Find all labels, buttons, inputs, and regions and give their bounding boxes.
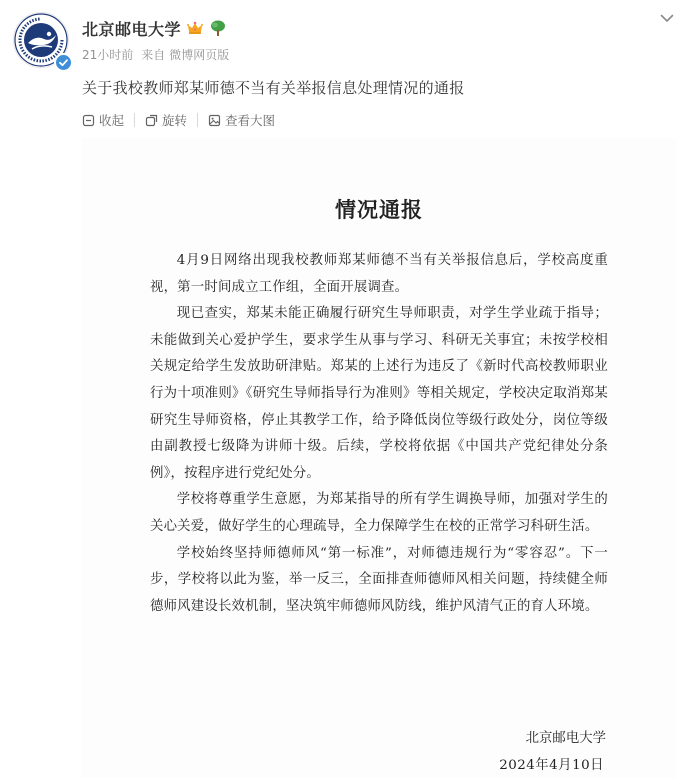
view-large-button[interactable] [208,111,275,129]
post-source: 微博网页版 [169,48,230,62]
document-signature: 北京邮电大学 [525,731,606,746]
rotate-label: 旋转 [162,113,188,128]
source-label: 来自 [141,48,166,62]
post-meta [82,46,229,63]
crown-badge-icon[interactable] [186,19,204,37]
collapse-button[interactable] [82,111,124,129]
collapse-icon [82,114,95,127]
image-toolbar [82,112,275,128]
document-title: 情况通报 [335,197,423,222]
collapse-label: 收起 [99,113,125,128]
rotate-icon [145,114,158,127]
chevron-down-icon[interactable] [657,8,677,28]
toolbar-divider [134,113,135,127]
document-paragraph: 学校将尊重学生意愿，为郑某指导的所有学生调换导师，加强对学生的关心关爱，做好学生的心理疏导，全力保障学生在校的正常学习科研生活。 [150,492,608,534]
image-icon [208,114,221,127]
verified-check-icon [54,53,73,72]
toolbar-divider [197,113,198,127]
view-large-label: 查看大图 [225,113,276,128]
post-text: 关于我校教师郑某师德不当有关举报信息处理情况的通报 [82,79,465,97]
tree-badge-icon[interactable] [209,19,227,37]
author-row [82,16,227,40]
document-date: 2024年4月10日 [499,758,604,773]
document-paragraph: 4月9日网络出现我校教师郑某师德不当有关举报信息后，学校高度重视，第一时间成立工作组，全面开展调查。 [150,253,608,295]
document-paragraph: 现已查实，郑某未能正确履行研究生导师职责，对学生学业疏于指导；未能做到关心爱护学生，要求学生从事与学习、科研无关事宜；未按学校相关规定给学生发放助研津贴。郑某的上述行为违反了《新时代高校教师职业行为十项准则》《研究生导师指导行为准则》等相关规定，学校决定取消郑某研究生导师资格，停止其教学工作，给予降低岗位等级行政处分，岗位等级由副教授七级降为讲师十级。后续，学校将依据《中国共产党纪律处分条例》，按程序进行党纪处分。 [150,306,608,481]
document-image[interactable] [82,138,676,778]
rotate-button[interactable] [145,111,187,129]
author-name[interactable]: 北京邮电大学 [82,19,182,39]
document-paragraph: 学校始终坚持师德师风“第一标准”，对师德违规行为“零容忍”。下一步，学校将以此为鉴，举一反三，全面排查师德师风相关问题，持续健全师德师风建设长效机制，坚决筑牢师德师风防线，维护风清气正的育人环境。 [150,545,608,614]
post-time[interactable]: 21小时前 [82,48,134,62]
document-body [150,248,608,620]
